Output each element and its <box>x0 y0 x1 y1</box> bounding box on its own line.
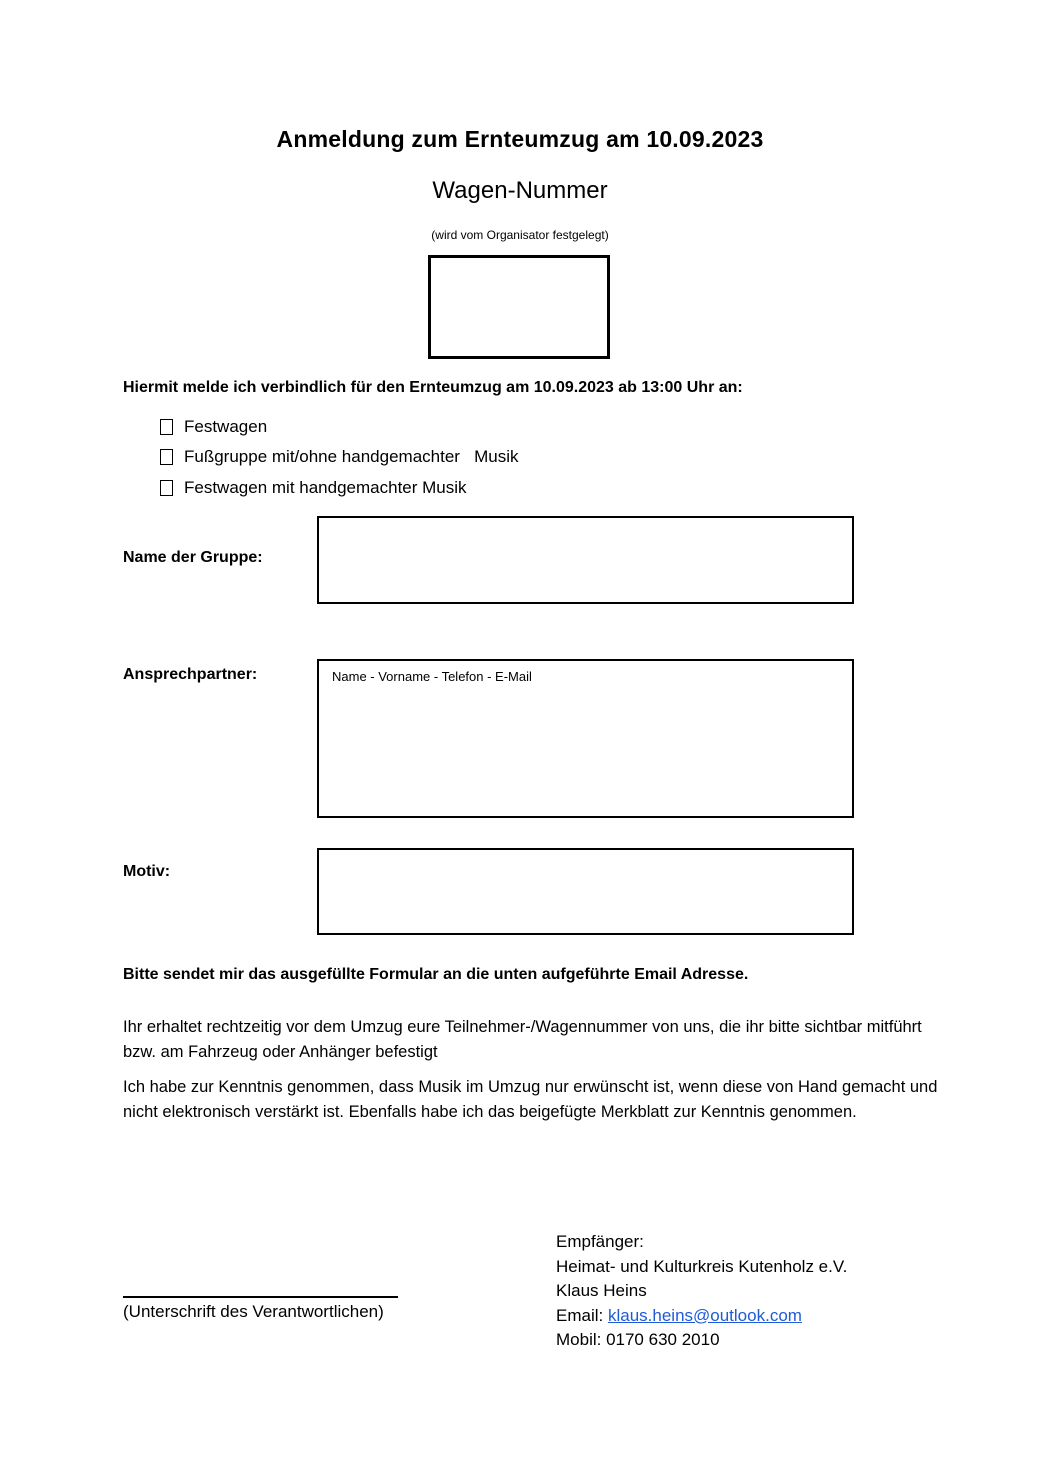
info-paragraph-music: Ich habe zur Kenntnis genommen, dass Musik im Umzug nur erwünscht ist, wenn diese von Hand gemacht und nicht elektronisch verstärkt ist. Ebenfalls habe ich das beigefügte Merkblatt zur Kenntnis genommen. <box>123 1078 938 1121</box>
recipient-block <box>556 1230 847 1353</box>
option-fussgruppe[interactable] <box>160 447 519 467</box>
checkbox-festwagen[interactable] <box>160 419 173 435</box>
recipient-organization: Heimat- und Kulturkreis Kutenholz e.V. <box>556 1256 848 1276</box>
contact-field[interactable] <box>317 659 854 818</box>
group-name-field[interactable] <box>317 516 854 604</box>
checkbox-fussgruppe[interactable] <box>160 449 173 465</box>
motif-field[interactable] <box>317 848 854 935</box>
wagon-number-hint: (wird vom Organisator festgelegt) <box>431 228 609 242</box>
email-label: Email: <box>556 1305 608 1325</box>
recipient-person: Klaus Heins <box>556 1281 647 1300</box>
option-festwagen-musik[interactable] <box>160 478 467 498</box>
email-link[interactable]: klaus.heins@outlook.com <box>607 1305 802 1325</box>
checkbox-festwagen-musik[interactable] <box>160 480 173 496</box>
contact-placeholder: Name - Vorname - Telefon - E-Mail <box>332 669 532 684</box>
option-label: Festwagen <box>184 417 268 436</box>
contact-label: Ansprechpartner: <box>123 666 258 683</box>
signature-line <box>123 1296 398 1298</box>
option-label: Fußgruppe mit/ohne handgemachter Musik <box>184 447 519 466</box>
wagon-number-label: Wagen-Nummer <box>432 177 608 204</box>
registration-intro: Hiermit melde ich verbindlich für den Ernteumzug am 10.09.2023 ab 13:00 Uhr an: <box>123 379 743 396</box>
recipient-email-row <box>556 1304 847 1329</box>
wagon-number-box[interactable] <box>428 255 610 359</box>
motif-label: Motiv: <box>123 863 171 880</box>
group-name-label: Name der Gruppe: <box>123 549 263 566</box>
info-paragraph-number: Ihr erhaltet rechtzeitig vor dem Umzug eure Teilnehmer-/Wagennummer von uns, die ihr bitte sichtbar mitführt bzw. am Fahrzeug oder Anhänger befestigt <box>123 1018 922 1061</box>
signature-caption: (Unterschrift des Verantwortlichen) <box>123 1302 384 1321</box>
send-instruction: Bitte sendet mir das ausgefüllte Formular an die unten aufgeführte Email Adresse. <box>123 966 749 983</box>
recipient-mobile: Mobil: 0170 630 2010 <box>556 1330 720 1349</box>
option-festwagen[interactable] <box>160 417 267 437</box>
recipient-heading: Empfänger: <box>556 1232 644 1251</box>
option-label: Festwagen mit handgemachter Musik <box>184 478 467 497</box>
page-title: Anmeldung zum Ernteumzug am 10.09.2023 <box>276 126 764 152</box>
